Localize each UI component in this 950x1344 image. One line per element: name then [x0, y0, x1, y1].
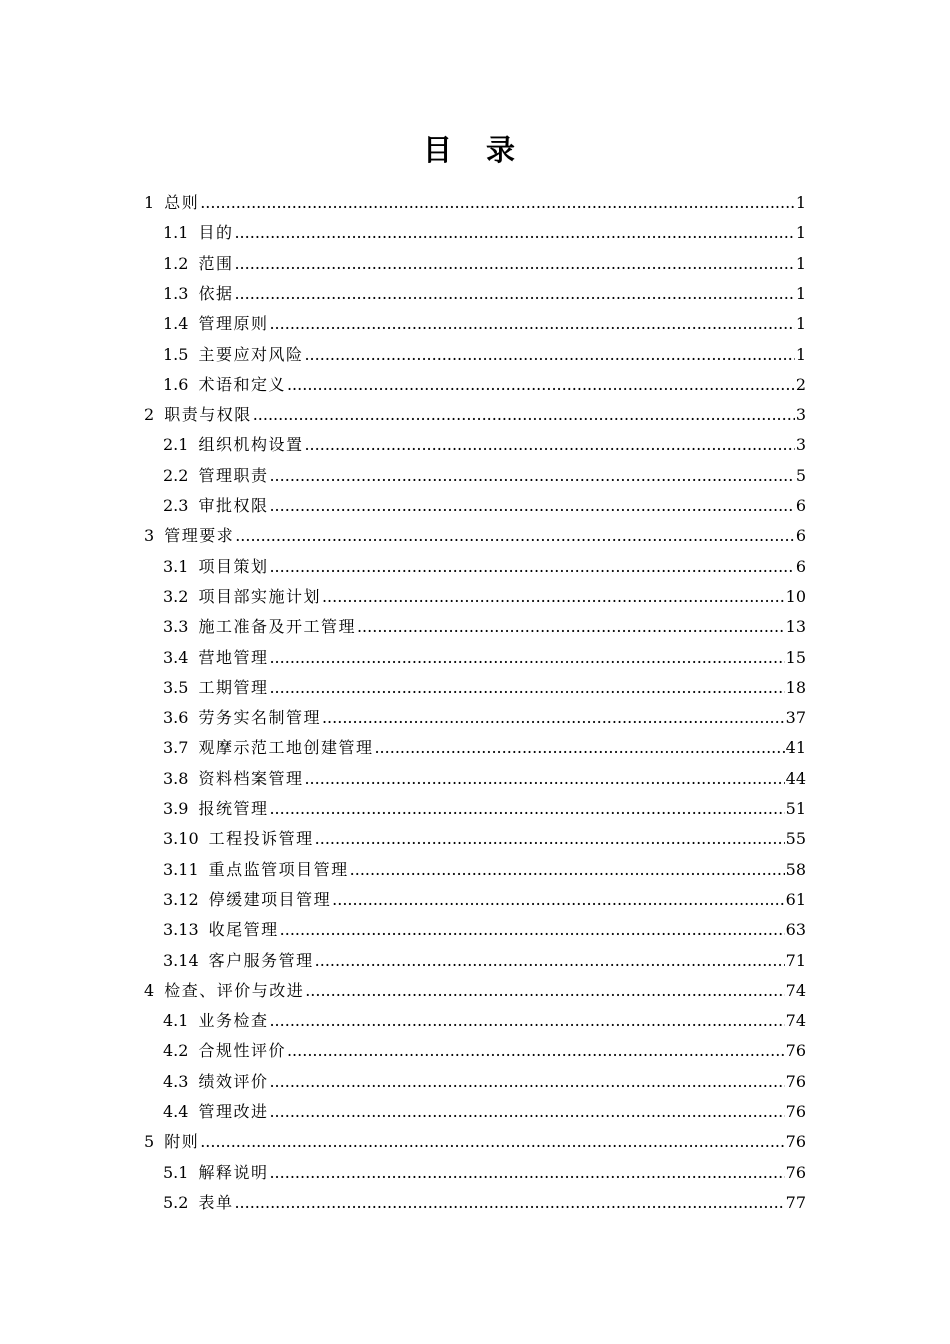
- toc-entry-page-number: 76: [785, 1132, 806, 1152]
- toc-dot-leader: [269, 491, 794, 521]
- toc-entry-title: 表单: [198, 1192, 234, 1212]
- toc-entry-page-number: 10: [785, 586, 806, 606]
- toc-entry-number: 3.5: [163, 677, 189, 697]
- toc-entry-page-number: 76: [785, 1071, 806, 1091]
- toc-dot-leader: [357, 612, 785, 642]
- toc-entry-page-number: 15: [785, 647, 806, 667]
- toc-entry-title: 依据: [198, 283, 234, 303]
- toc-dot-leader: [304, 430, 794, 460]
- toc-entry[interactable]: [163, 279, 806, 309]
- toc-entry[interactable]: [163, 794, 806, 824]
- toc-entry-page-number: 37: [785, 708, 806, 728]
- toc-entry-page-number: 2: [795, 374, 806, 394]
- toc-entry-page-number: 6: [795, 556, 806, 576]
- toc-entry-page-number: 6: [795, 496, 806, 515]
- toc-entry-title: 目的: [198, 223, 234, 243]
- toc-dot-leader: [269, 1006, 784, 1036]
- toc-dot-leader: [305, 976, 784, 1006]
- toc-entry-title: 检查、评价与改进: [164, 980, 305, 1000]
- toc-dot-leader: [304, 340, 794, 370]
- toc-entry-number: 3.8: [163, 768, 189, 788]
- toc-dot-leader: [269, 794, 784, 824]
- toc-entry[interactable]: [163, 552, 806, 582]
- toc-entry-page-number: 61: [785, 889, 806, 909]
- toc-dot-leader: [280, 915, 785, 945]
- toc-entry-page-number: 3: [795, 405, 806, 425]
- toc-entry-page-number: 1: [795, 223, 806, 243]
- toc-entry-number: 3.4: [163, 647, 189, 667]
- toc-entry[interactable]: [144, 1127, 806, 1157]
- toc-entry-page-number: 41: [785, 738, 806, 758]
- toc-entry-title: 劳务实名制管理: [198, 708, 321, 728]
- toc-entry-page-number: 1: [795, 193, 806, 212]
- toc-entry-title: 管理原则: [198, 314, 269, 334]
- toc-entry-number: 1.3: [163, 283, 189, 303]
- toc-entry-page-number: 55: [785, 829, 806, 849]
- toc-entry[interactable]: [163, 491, 806, 521]
- toc-entry-number: 3.10: [163, 829, 199, 849]
- toc-entry[interactable]: [163, 673, 806, 703]
- toc-title: 目 录: [422, 133, 528, 167]
- toc-dot-leader: [315, 946, 785, 976]
- toc-dot-leader: [269, 643, 784, 673]
- toc-dot-leader: [322, 582, 785, 612]
- toc-entry-page-number: 1: [795, 253, 806, 273]
- toc-entry-number: 3.14: [163, 950, 199, 970]
- toc-entry-page-number: 76: [785, 1041, 806, 1061]
- toc-entry[interactable]: [163, 643, 806, 673]
- toc-entry-page-number: 18: [785, 677, 806, 697]
- toc-entry-page-number: 71: [785, 950, 806, 970]
- toc-entry-title: 管理职责: [198, 465, 269, 485]
- toc-entry-page-number: 77: [785, 1192, 806, 1212]
- toc-entry-title: 业务检查: [198, 1011, 269, 1031]
- toc-entry[interactable]: [163, 582, 806, 612]
- toc-entry-number: 4: [144, 980, 155, 1000]
- toc-entry-number: 2: [144, 405, 155, 425]
- toc-entry-number: 3.12: [163, 889, 199, 909]
- toc-entry-number: 1.1: [163, 223, 189, 243]
- toc-dot-leader: [234, 249, 794, 279]
- toc-entry-number: 3.2: [163, 586, 189, 606]
- toc-entry-title: 资料档案管理: [198, 768, 304, 788]
- toc-entry-title: 客户服务管理: [208, 950, 314, 970]
- toc-entry[interactable]: [163, 1067, 806, 1097]
- toc-dot-leader: [287, 1036, 785, 1066]
- toc-entry-page-number: 6: [795, 526, 806, 546]
- toc-entry[interactable]: [163, 249, 806, 279]
- toc-entry[interactable]: [163, 1036, 806, 1066]
- toc-entry-number: 1: [144, 193, 155, 212]
- toc-entry-title: 报统管理: [198, 799, 269, 818]
- toc-entry-page-number: 1: [795, 283, 806, 303]
- toc-entry[interactable]: [163, 915, 806, 945]
- toc-entry-title: 项目部实施计划: [198, 586, 321, 606]
- toc-entry-title: 术语和定义: [198, 374, 286, 394]
- toc-dot-leader: [332, 885, 785, 915]
- toc-entry-page-number: 74: [785, 980, 806, 1000]
- toc-entry[interactable]: [163, 733, 806, 763]
- toc-entry-number: 5.2: [163, 1192, 189, 1212]
- toc-entry-number: 3.7: [163, 738, 189, 758]
- toc-entry[interactable]: [163, 370, 806, 400]
- toc-entry-title: 管理改进: [198, 1102, 269, 1121]
- toc-entry-page-number: 76: [785, 1162, 806, 1182]
- toc-entry-title: 职责与权限: [164, 405, 252, 425]
- toc-entry-number: 1.5: [163, 344, 189, 364]
- toc-entry[interactable]: [163, 946, 806, 976]
- toc-entry-page-number: 58: [785, 859, 806, 879]
- toc-entry[interactable]: [163, 824, 806, 854]
- toc-entry[interactable]: [163, 1097, 806, 1127]
- toc-dot-leader: [200, 188, 795, 218]
- toc-entry-title: 绩效评价: [198, 1071, 269, 1091]
- toc-entry-page-number: 74: [785, 1011, 806, 1031]
- toc-entry[interactable]: [163, 612, 806, 642]
- toc-dot-leader: [235, 521, 795, 551]
- toc-entry-number: 3.9: [163, 799, 189, 818]
- toc-entry[interactable]: [163, 764, 806, 794]
- toc-entry[interactable]: [163, 1158, 806, 1188]
- toc-entry-number: 3.11: [163, 859, 199, 879]
- toc-entry[interactable]: [163, 461, 806, 491]
- toc-entry-number: 4.2: [163, 1041, 189, 1061]
- toc-dot-leader: [269, 1067, 784, 1097]
- toc-entry-title: 工期管理: [198, 677, 269, 697]
- toc-entry-number: 3.13: [163, 920, 199, 940]
- toc-entry-number: 4.4: [163, 1102, 189, 1121]
- toc-entry-page-number: 5: [795, 465, 806, 485]
- toc-entry[interactable]: [163, 1006, 806, 1036]
- toc-entry-number: 1.4: [163, 314, 189, 334]
- toc-entry[interactable]: [144, 976, 806, 1006]
- toc-entry[interactable]: [163, 855, 806, 885]
- toc-entry[interactable]: [163, 885, 806, 915]
- toc-entry-number: 1.2: [163, 253, 189, 273]
- toc-entry-title: 观摩示范工地创建管理: [198, 738, 374, 758]
- toc-entry-title: 重点监管项目管理: [208, 859, 349, 879]
- toc-dot-leader: [315, 824, 785, 854]
- toc-dot-leader: [200, 1127, 784, 1157]
- toc-dot-leader: [234, 1188, 784, 1218]
- toc-dot-leader: [287, 370, 795, 400]
- toc-entry-title: 合规性评价: [198, 1041, 286, 1061]
- toc-entry-page-number: 51: [785, 799, 806, 818]
- toc-entry[interactable]: [163, 340, 806, 370]
- toc-entry[interactable]: [144, 188, 806, 218]
- toc-dot-leader: [304, 764, 784, 794]
- toc-entry[interactable]: [144, 400, 806, 430]
- toc-dot-leader: [322, 703, 785, 733]
- toc-dot-leader: [234, 279, 794, 309]
- toc-entry-number: 3.1: [163, 556, 189, 576]
- toc-dot-leader: [269, 552, 794, 582]
- toc-entry-page-number: 3: [795, 435, 806, 455]
- toc-entry-page-number: 63: [785, 920, 806, 940]
- toc-entry-number: 1.6: [163, 374, 189, 394]
- toc-entry-number: 2.2: [163, 465, 189, 485]
- toc-entry-number: 3: [144, 526, 155, 546]
- toc-entry[interactable]: [163, 218, 806, 248]
- toc-dot-leader: [350, 855, 785, 885]
- toc-entry[interactable]: [163, 703, 806, 733]
- toc-entry-title: 附则: [164, 1132, 200, 1152]
- toc-entry[interactable]: [163, 1188, 806, 1218]
- toc-entry-title: 解释说明: [198, 1162, 269, 1182]
- toc-entry-title: 范围: [198, 253, 234, 273]
- toc-entry-number: 5: [144, 1132, 155, 1152]
- toc-entry[interactable]: [144, 521, 806, 551]
- toc-dot-leader: [269, 309, 794, 339]
- toc-entry-title: 审批权限: [198, 496, 269, 515]
- toc-entry-number: 2.1: [163, 435, 189, 455]
- toc-entry-title: 施工准备及开工管理: [198, 617, 356, 637]
- toc-dot-leader: [269, 1097, 784, 1127]
- toc-entry-number: 4.1: [163, 1011, 189, 1031]
- toc-entry[interactable]: [163, 309, 806, 339]
- toc-entry-title: 总则: [164, 193, 200, 212]
- toc-entry-page-number: 76: [785, 1102, 806, 1121]
- toc-entry-number: 3.6: [163, 708, 189, 728]
- toc-entry[interactable]: [163, 430, 806, 460]
- toc-entry-page-number: 1: [795, 344, 806, 364]
- toc-entry-page-number: 1: [795, 314, 806, 334]
- toc-entry-title: 收尾管理: [208, 920, 279, 940]
- toc-dot-leader: [253, 400, 795, 430]
- toc-entry-page-number: 13: [785, 617, 806, 637]
- toc-dot-leader: [374, 733, 784, 763]
- toc-entry-title: 组织机构设置: [198, 435, 304, 455]
- toc-entry-number: 4.3: [163, 1071, 189, 1091]
- toc-dot-leader: [269, 461, 794, 491]
- toc-entry-title: 营地管理: [198, 647, 269, 667]
- toc-dot-leader: [269, 1158, 784, 1188]
- toc-entry-title: 主要应对风险: [198, 344, 304, 364]
- toc-dot-leader: [269, 673, 784, 703]
- toc-entry-title: 管理要求: [164, 526, 235, 546]
- toc-entry-page-number: 44: [785, 768, 806, 788]
- toc-entry-number: 3.3: [163, 617, 189, 637]
- toc-entry-title: 项目策划: [198, 556, 269, 576]
- toc-entry-number: 5.1: [163, 1162, 189, 1182]
- toc-dot-leader: [234, 218, 794, 248]
- toc-entry-title: 工程投诉管理: [208, 829, 314, 849]
- toc-entry-number: 2.3: [163, 496, 189, 515]
- toc-entry-title: 停缓建项目管理: [208, 889, 332, 909]
